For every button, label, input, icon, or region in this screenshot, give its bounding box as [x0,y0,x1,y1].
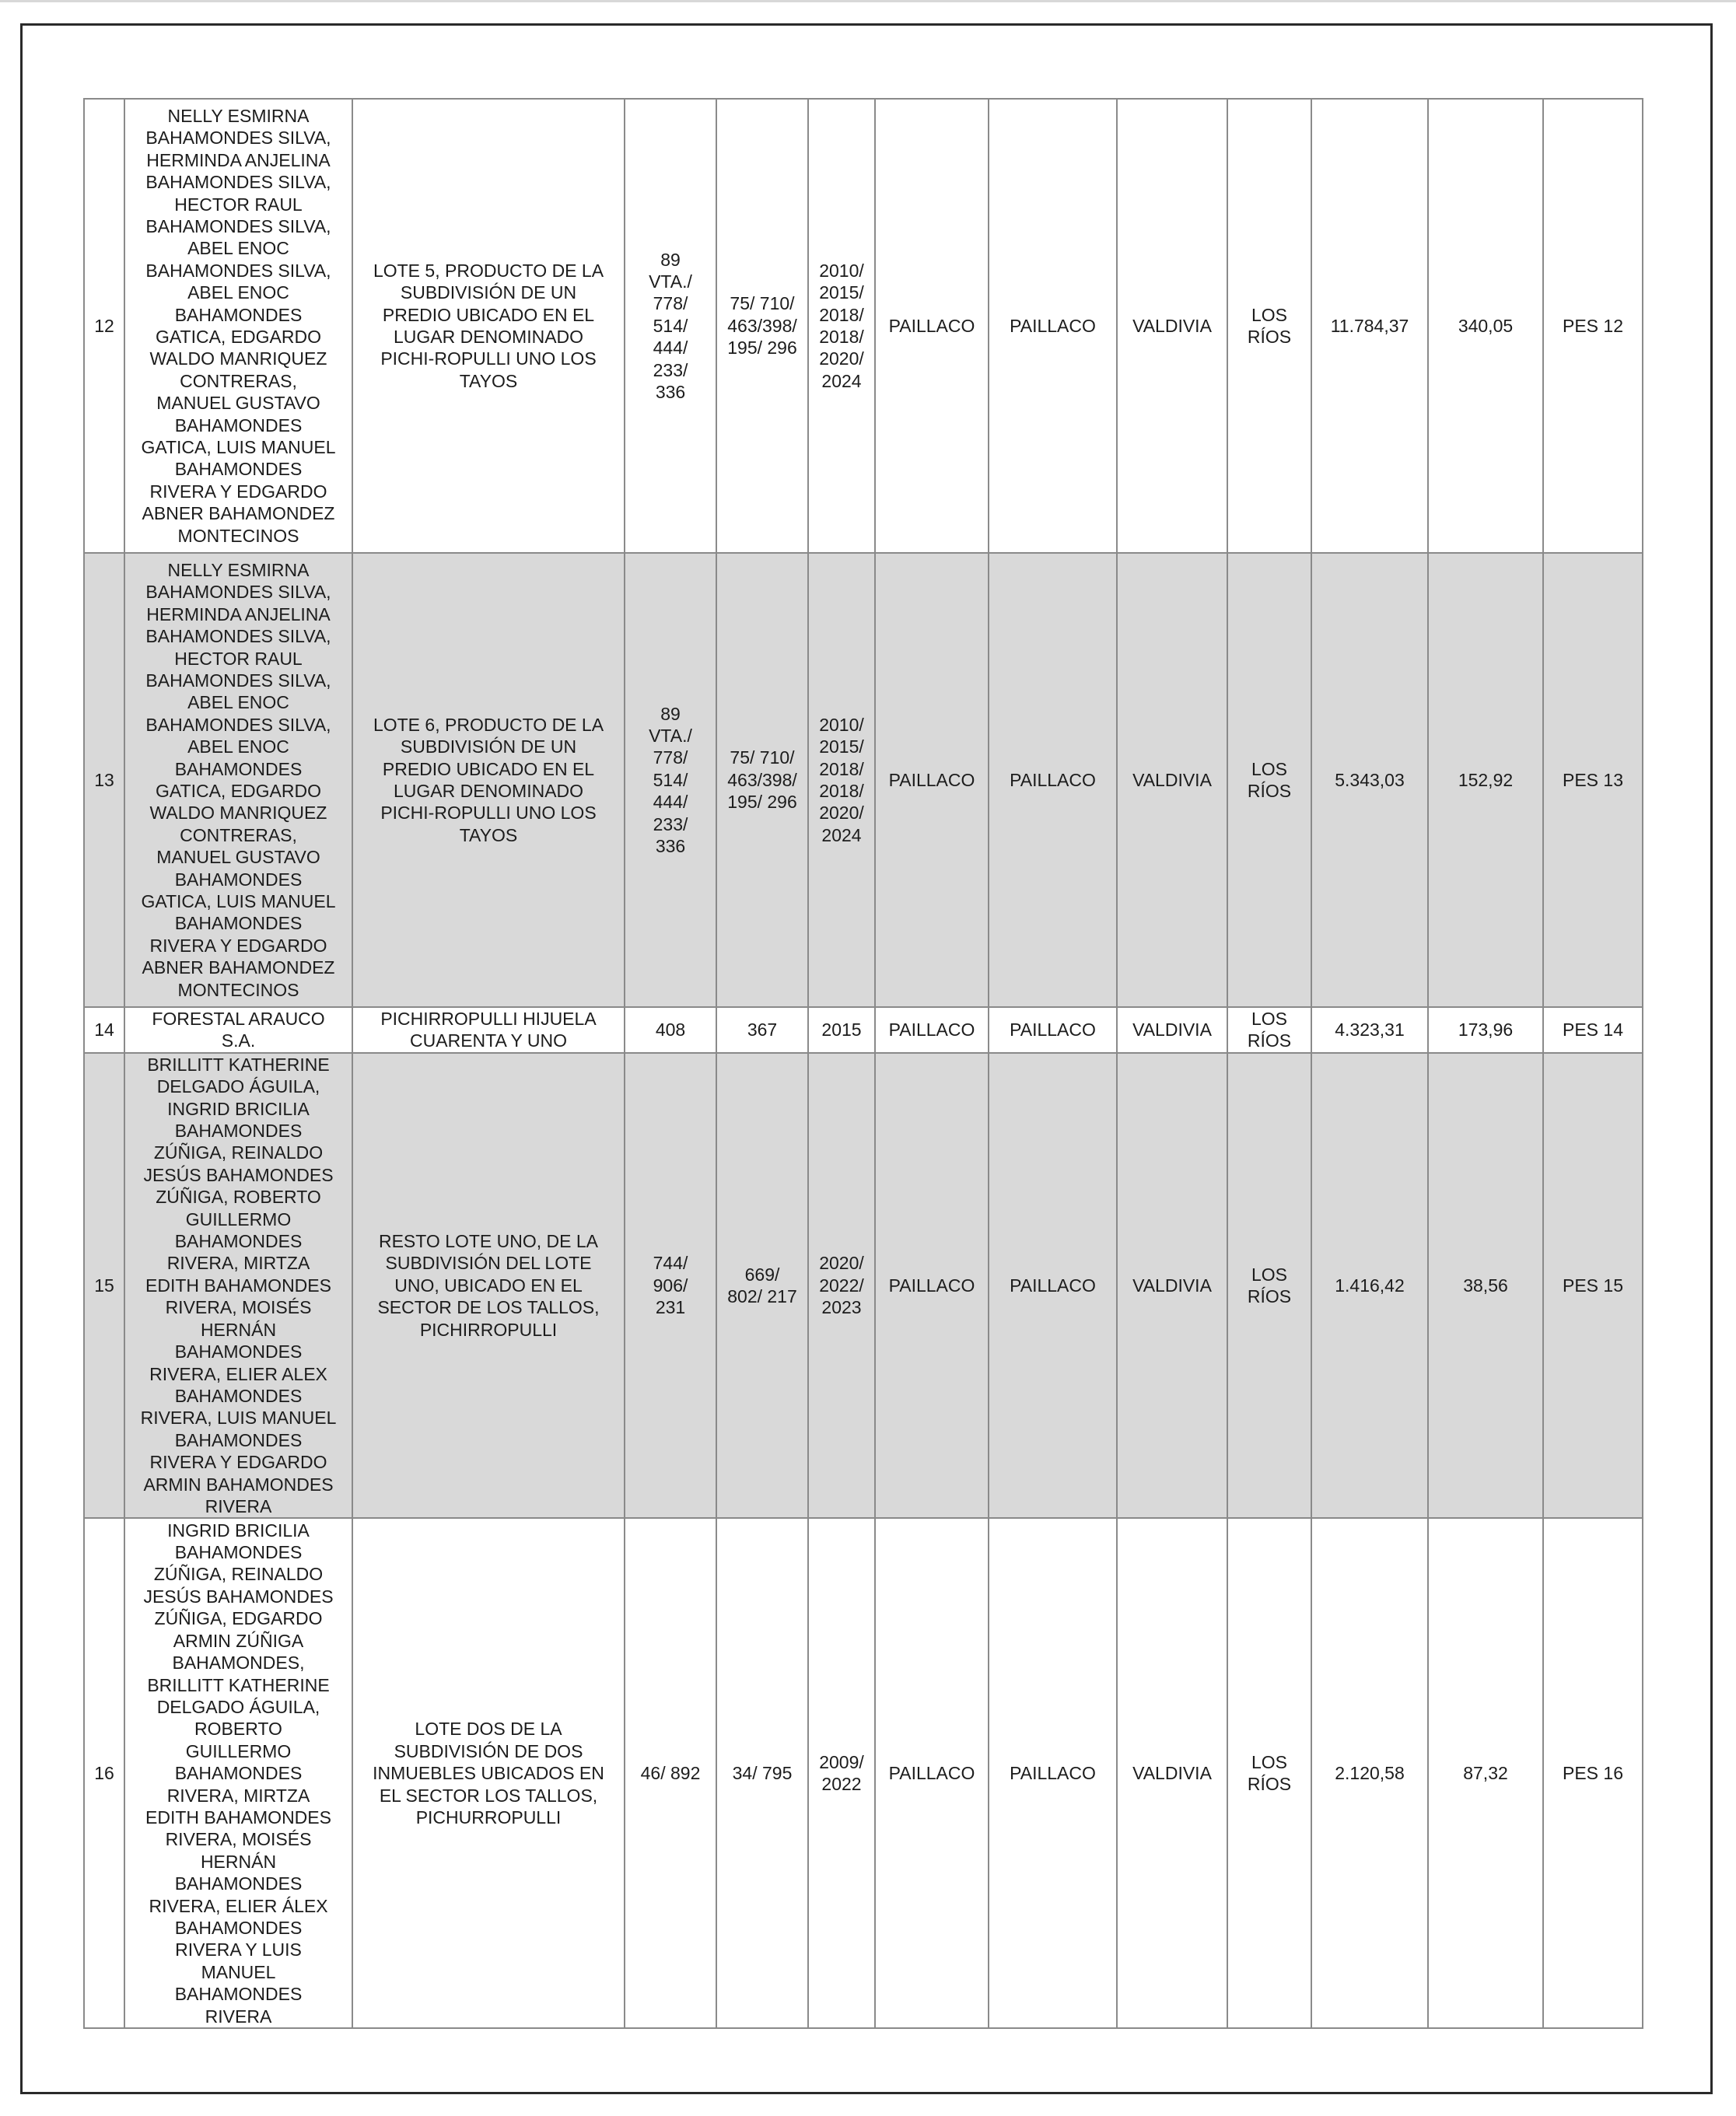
region-cell: LOS RÍOS [1227,1518,1311,2028]
area-cell: 5.343,03 [1311,553,1428,1007]
plan-cell: PES 16 [1543,1518,1643,2028]
owners-cell: BRILLITT KATHERINE DELGADO ÁGUILA, INGRID BRICILIA BAHAMONDES ZÚÑIGA, REINALDO JESÚS BAHAMONDES ZÚÑIGA, ROBERTO GUILLERMO BAHAMONDES RIVERA, MIRTZA EDITH BAHAMONDES RIVERA, MOISÉS HERNÁN BAHAMONDES RIVERA, ELIER ALEX BAHAMONDES RIVERA, LUIS MANUEL BAHAMONDES RIVERA Y EDGARDO ARMIN BAHAMONDES RIVERA [124,1053,352,1519]
year-cell: 2015 [808,1007,875,1053]
property-description: LOTE 6, PRODUCTO DE LA SUBDIVISIÓN DE UN PREDIO UBICADO EN EL LUGAR DENOMINADO PICHI-ROPULLI UNO LOS TAYOS [352,553,625,1007]
plan-cell: PES 13 [1543,553,1643,1007]
year-cell: 2010/ 2015/ 2018/ 2018/ 2020/ 2024 [808,553,875,1007]
area-cell: 4.323,31 [1311,1007,1428,1053]
province-cell: VALDIVIA [1117,553,1227,1007]
affected-area-cell: 152,92 [1428,553,1543,1007]
registrar-cell: PAILLACO [989,553,1117,1007]
area-cell: 1.416,42 [1311,1053,1428,1519]
province-cell: VALDIVIA [1117,1053,1227,1519]
registry-number-cell: 75/ 710/ 463/398/ 195/ 296 [716,99,808,553]
row-number: 14 [84,1007,124,1053]
registry-number-cell: 34/ 795 [716,1518,808,2028]
fojas-cell: 89 VTA./ 778/ 514/ 444/ 233/ 336 [625,553,716,1007]
region-cell: LOS RÍOS [1227,1053,1311,1519]
owners-cell: NELLY ESMIRNA BAHAMONDES SILVA, HERMINDA ANJELINA BAHAMONDES SILVA, HECTOR RAUL BAHAMONDES SILVA, ABEL ENOC BAHAMONDES SILVA, ABEL ENOC BAHAMONDES GATICA, EDGARDO WALDO MANRIQUEZ CONTRERAS, MANUEL GUSTAVO BAHAMONDES GATICA, LUIS MANUEL BAHAMONDES RIVERA Y EDGARDO ABNER BAHAMONDEZ MONTECINOS [124,99,352,553]
fojas-cell: 89 VTA./ 778/ 514/ 444/ 233/ 336 [625,99,716,553]
table-row [84,1053,1643,1519]
table-row [84,1007,1643,1053]
region-cell: LOS RÍOS [1227,1007,1311,1053]
province-cell: VALDIVIA [1117,1007,1227,1053]
registrar-cell: PAILLACO [989,1053,1117,1519]
page-top-edge [0,0,1736,2]
commune-cell: PAILLACO [875,553,989,1007]
property-description: LOTE DOS DE LA SUBDIVISIÓN DE DOS INMUEBLES UBICADOS EN EL SECTOR LOS TALLOS, PICHURROPULLI [352,1518,625,2028]
year-cell: 2020/ 2022/ 2023 [808,1053,875,1519]
province-cell: VALDIVIA [1117,99,1227,553]
table-row [84,553,1643,1007]
registrar-cell: PAILLACO [989,1518,1117,2028]
affected-area-cell: 340,05 [1428,99,1543,553]
plan-cell: PES 14 [1543,1007,1643,1053]
area-cell: 2.120,58 [1311,1518,1428,2028]
region-cell: LOS RÍOS [1227,553,1311,1007]
year-cell: 2009/ 2022 [808,1518,875,2028]
registrar-cell: PAILLACO [989,99,1117,553]
affected-area-cell: 173,96 [1428,1007,1543,1053]
commune-cell: PAILLACO [875,1007,989,1053]
plan-cell: PES 15 [1543,1053,1643,1519]
property-description: RESTO LOTE UNO, DE LA SUBDIVISIÓN DEL LOTE UNO, UBICADO EN EL SECTOR DE LOS TALLOS, PICHIRROPULLI [352,1053,625,1519]
row-number: 12 [84,99,124,553]
property-table [83,98,1643,2029]
commune-cell: PAILLACO [875,99,989,553]
registrar-cell: PAILLACO [989,1007,1117,1053]
affected-area-cell: 87,32 [1428,1518,1543,2028]
registry-number-cell: 669/ 802/ 217 [716,1053,808,1519]
commune-cell: PAILLACO [875,1053,989,1519]
table-body [84,99,1643,2028]
owners-cell: FORESTAL ARAUCO S.A. [124,1007,352,1053]
fojas-cell: 408 [625,1007,716,1053]
registry-number-cell: 367 [716,1007,808,1053]
fojas-cell: 46/ 892 [625,1518,716,2028]
table-row [84,99,1643,553]
property-description: LOTE 5, PRODUCTO DE LA SUBDIVISIÓN DE UN PREDIO UBICADO EN EL LUGAR DENOMINADO PICHI-ROPULLI UNO LOS TAYOS [352,99,625,553]
region-cell: LOS RÍOS [1227,99,1311,553]
row-number: 13 [84,553,124,1007]
year-cell: 2010/ 2015/ 2018/ 2018/ 2020/ 2024 [808,99,875,553]
affected-area-cell: 38,56 [1428,1053,1543,1519]
plan-cell: PES 12 [1543,99,1643,553]
registry-number-cell: 75/ 710/ 463/398/ 195/ 296 [716,553,808,1007]
area-cell: 11.784,37 [1311,99,1428,553]
table-row [84,1518,1643,2028]
province-cell: VALDIVIA [1117,1518,1227,2028]
owners-cell: INGRID BRICILIA BAHAMONDES ZÚÑIGA, REINALDO JESÚS BAHAMONDES ZÚÑIGA, EDGARDO ARMIN ZÚÑIGA BAHAMONDES, BRILLITT KATHERINE DELGADO ÁGUILA, ROBERTO GUILLERMO BAHAMONDES RIVERA, MIRTZA EDITH BAHAMONDES RIVERA, MOISÉS HERNÁN BAHAMONDES RIVERA, ELIER ÁLEX BAHAMONDES RIVERA Y LUIS MANUEL BAHAMONDES RIVERA [124,1518,352,2028]
fojas-cell: 744/ 906/ 231 [625,1053,716,1519]
row-number: 15 [84,1053,124,1519]
commune-cell: PAILLACO [875,1518,989,2028]
row-number: 16 [84,1518,124,2028]
property-description: PICHIRROPULLI HIJUELA CUARENTA Y UNO [352,1007,625,1053]
owners-cell: NELLY ESMIRNA BAHAMONDES SILVA, HERMINDA ANJELINA BAHAMONDES SILVA, HECTOR RAUL BAHAMONDES SILVA, ABEL ENOC BAHAMONDES SILVA, ABEL ENOC BAHAMONDES GATICA, EDGARDO WALDO MANRIQUEZ CONTRERAS, MANUEL GUSTAVO BAHAMONDES GATICA, LUIS MANUEL BAHAMONDES RIVERA Y EDGARDO ABNER BAHAMONDEZ MONTECINOS [124,553,352,1007]
